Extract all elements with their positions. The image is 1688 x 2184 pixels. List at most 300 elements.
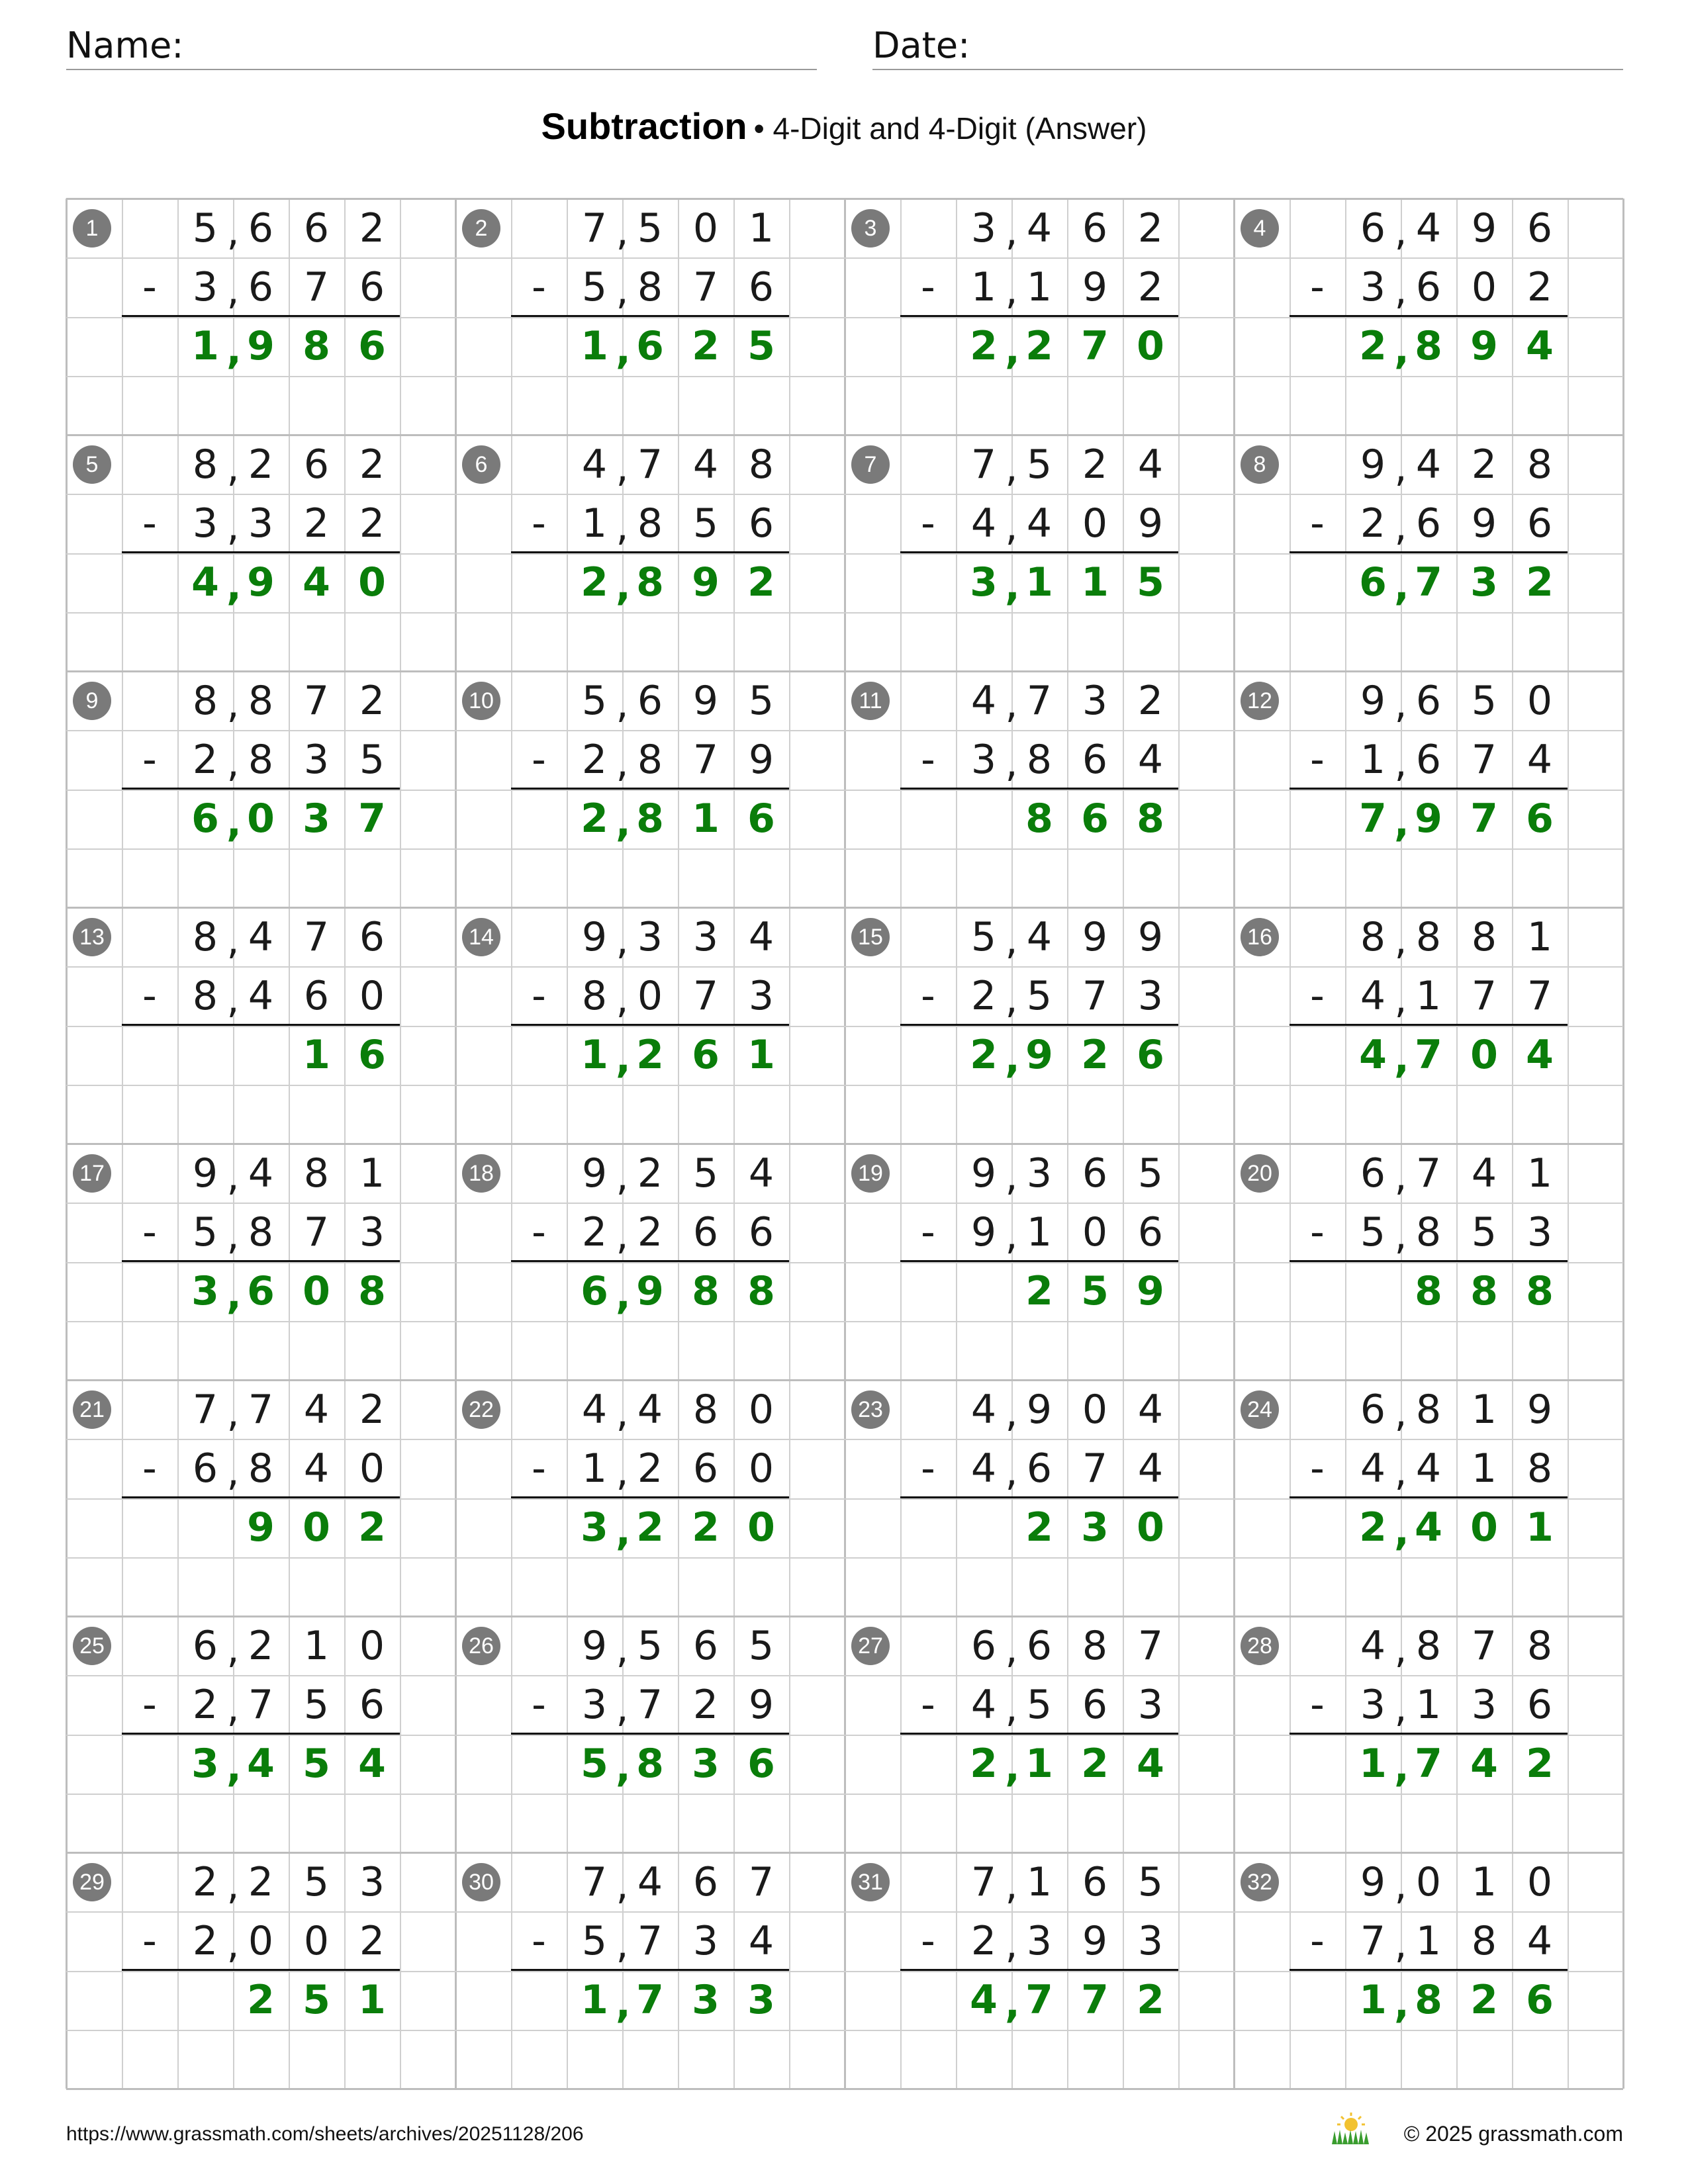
operand-digit: 5 xyxy=(581,1917,608,1964)
operand-digit: 7 xyxy=(303,1208,330,1255)
answer-digit: 6 xyxy=(581,1268,608,1314)
operand-digit: 4 xyxy=(1137,1445,1164,1492)
thousands-comma: , xyxy=(226,799,242,846)
title-subtitle: • 4-Digit and 4-Digit (Answer) xyxy=(753,111,1147,146)
minus-sign: - xyxy=(142,1208,157,1255)
minus-sign: - xyxy=(1310,1208,1325,1255)
operand-digit: 8 xyxy=(1415,1386,1442,1433)
operand-digit: 5 xyxy=(303,1858,330,1905)
problem-number-badge: 29 xyxy=(73,1863,111,1901)
operand-digit: 4 xyxy=(1471,1150,1497,1197)
problem-number-badge: 24 xyxy=(1241,1390,1279,1429)
problem-number-badge: 9 xyxy=(73,682,111,720)
operand-digit: 6 xyxy=(692,1445,719,1492)
thousands-comma: , xyxy=(1005,504,1018,551)
thousands-comma: , xyxy=(1394,1980,1409,2027)
problem-number-badge: 11 xyxy=(851,682,890,720)
answer-digit: 2 xyxy=(247,1977,275,2023)
thousands-comma: , xyxy=(1394,1508,1409,1555)
operand-digit: 7 xyxy=(970,1858,997,1905)
answer-digit: 8 xyxy=(1415,1268,1442,1314)
operand-digit: 2 xyxy=(303,500,330,547)
answer-digit: 4 xyxy=(1415,1504,1442,1551)
answer-digit: 8 xyxy=(1526,1268,1554,1314)
operand-digit: 0 xyxy=(359,1445,385,1492)
operand-digit: 7 xyxy=(692,972,719,1019)
answer-digit: 1 xyxy=(191,323,219,369)
thousands-comma: , xyxy=(1005,1154,1018,1200)
answer-digit: 5 xyxy=(303,1741,330,1787)
operand-digit: 9 xyxy=(1360,1858,1386,1905)
operand-digit: 6 xyxy=(692,1858,719,1905)
thousands-comma: , xyxy=(1394,976,1407,1023)
thousands-comma: , xyxy=(226,1862,240,1909)
answer-digit: 1 xyxy=(358,1977,386,2023)
minus-sign: - xyxy=(532,1681,546,1728)
operand-digit: 4 xyxy=(1415,205,1442,251)
operand-digit: 2 xyxy=(1137,205,1164,251)
date-field[interactable] xyxy=(872,24,1623,70)
answer-digit: 8 xyxy=(636,1741,664,1787)
problem-28 xyxy=(1234,1616,1623,1852)
answer-digit: 5 xyxy=(1137,559,1164,606)
operand-digit: 7 xyxy=(1526,972,1553,1019)
operand-digit: 3 xyxy=(970,205,997,251)
thousands-comma: , xyxy=(226,1212,240,1259)
operand-digit: 6 xyxy=(1415,736,1442,783)
operand-digit: 6 xyxy=(303,972,330,1019)
problem-number-badge: 14 xyxy=(462,918,500,956)
operand-digit: 2 xyxy=(1082,441,1108,488)
thousands-comma: , xyxy=(226,1744,242,1791)
thousands-comma: , xyxy=(616,1862,629,1909)
operand-digit: 6 xyxy=(1082,1681,1108,1728)
operand-digit: 4 xyxy=(692,441,719,488)
problem-11 xyxy=(845,671,1234,907)
thousands-comma: , xyxy=(226,976,240,1023)
operand-digit: 8 xyxy=(1415,1622,1442,1669)
answer-digit: 8 xyxy=(636,796,664,842)
answer-digit: 3 xyxy=(747,1977,775,2023)
thousands-comma: , xyxy=(226,208,240,255)
thousands-comma: , xyxy=(1005,1685,1018,1732)
thousands-comma: , xyxy=(616,504,629,551)
thousands-comma: , xyxy=(1005,1390,1018,1436)
operand-digit: 2 xyxy=(1471,441,1497,488)
operand-digit: 3 xyxy=(192,263,218,310)
operand-digit: 2 xyxy=(248,1858,274,1905)
operand-digit: 2 xyxy=(359,441,385,488)
operand-digit: 1 xyxy=(1026,1858,1053,1905)
thousands-comma: , xyxy=(226,326,242,373)
operand-digit: 4 xyxy=(970,1445,997,1492)
operand-digit: 7 xyxy=(192,1386,218,1433)
operand-digit: 9 xyxy=(1360,677,1386,724)
operand-digit: 6 xyxy=(1526,205,1553,251)
operand-digit: 5 xyxy=(692,1150,719,1197)
operand-digit: 5 xyxy=(1137,1150,1164,1197)
operand-digit: 3 xyxy=(303,736,330,783)
problem-25 xyxy=(66,1616,455,1852)
operand-digit: 3 xyxy=(192,500,218,547)
minus-sign: - xyxy=(921,1445,935,1492)
minus-sign: - xyxy=(532,736,546,783)
answer-digit: 2 xyxy=(1025,1504,1053,1551)
minus-sign: - xyxy=(1310,500,1325,547)
minus-sign: - xyxy=(921,1681,935,1728)
operand-digit: 9 xyxy=(1082,1917,1108,1964)
operand-digit: 4 xyxy=(1526,1917,1553,1964)
thousands-comma: , xyxy=(1005,326,1020,373)
answer-digit: 3 xyxy=(970,559,998,606)
operand-digit: 5 xyxy=(692,500,719,547)
problem-14 xyxy=(455,907,845,1144)
answer-digit: 9 xyxy=(247,323,275,369)
operand-digit: 6 xyxy=(1082,1858,1108,1905)
thousands-comma: , xyxy=(1394,563,1409,610)
operand-digit: 5 xyxy=(581,677,608,724)
operand-digit: 6 xyxy=(1415,263,1442,310)
problem-17 xyxy=(66,1144,455,1380)
operand-digit: 2 xyxy=(1137,263,1164,310)
answer-digit: 3 xyxy=(1470,559,1498,606)
thousands-comma: , xyxy=(1005,267,1018,314)
operand-digit: 5 xyxy=(192,1208,218,1255)
answer-digit: 4 xyxy=(1359,1032,1387,1078)
problem-number-badge: 20 xyxy=(1241,1154,1279,1193)
problem-9 xyxy=(66,671,455,907)
problem-grid xyxy=(66,199,1623,2089)
operand-digit: 4 xyxy=(1415,1445,1442,1492)
operand-digit: 7 xyxy=(581,1858,608,1905)
answer-digit: 2 xyxy=(1025,323,1053,369)
thousands-comma: , xyxy=(616,1921,629,1968)
operand-digit: 5 xyxy=(970,913,997,960)
answer-digit: 5 xyxy=(1081,1268,1109,1314)
thousands-comma: , xyxy=(616,799,631,846)
operand-digit: 8 xyxy=(1526,1445,1553,1492)
problem-number-badge: 27 xyxy=(851,1627,890,1665)
operand-digit: 1 xyxy=(1471,1386,1497,1433)
answer-digit: 1 xyxy=(581,1977,608,2023)
thousands-comma: , xyxy=(1005,1921,1018,1968)
operand-digit: 7 xyxy=(692,736,719,783)
operand-digit: 3 xyxy=(581,1681,608,1728)
operand-digit: 8 xyxy=(1415,913,1442,960)
operand-digit: 0 xyxy=(248,1917,274,1964)
operand-digit: 6 xyxy=(1360,1386,1386,1433)
operand-digit: 1 xyxy=(1360,736,1386,783)
answer-digit: 9 xyxy=(1137,1268,1164,1314)
operand-digit: 5 xyxy=(1360,1208,1386,1255)
operand-digit: 7 xyxy=(303,263,330,310)
answer-digit: 4 xyxy=(1526,1032,1554,1078)
thousands-comma: , xyxy=(1394,1212,1407,1259)
answer-digit: 8 xyxy=(636,559,664,606)
answer-digit: 4 xyxy=(303,559,330,606)
operand-digit: 6 xyxy=(692,1622,719,1669)
problem-4 xyxy=(1234,199,1623,435)
problem-number-badge: 28 xyxy=(1241,1627,1279,1665)
problem-10 xyxy=(455,671,845,907)
thousands-comma: , xyxy=(1005,1212,1018,1259)
thousands-comma: , xyxy=(1005,208,1018,255)
operand-digit: 8 xyxy=(192,441,218,488)
operand-digit: 0 xyxy=(1526,1858,1553,1905)
thousands-comma: , xyxy=(1005,1862,1018,1909)
answer-digit: 0 xyxy=(358,559,386,606)
operand-digit: 6 xyxy=(1082,205,1108,251)
operand-digit: 3 xyxy=(1471,1681,1497,1728)
problem-number-badge: 17 xyxy=(73,1154,111,1193)
minus-sign: - xyxy=(921,1208,935,1255)
answer-digit: 1 xyxy=(692,796,720,842)
operand-digit: 1 xyxy=(581,1445,608,1492)
operand-digit: 0 xyxy=(637,972,663,1019)
answer-digit: 7 xyxy=(1081,323,1109,369)
answer-digit: 2 xyxy=(1081,1032,1109,1078)
operand-digit: 1 xyxy=(970,263,997,310)
operand-digit: 9 xyxy=(1026,1386,1053,1433)
answer-digit: 4 xyxy=(1526,323,1554,369)
operand-digit: 3 xyxy=(1526,1208,1553,1255)
operand-digit: 3 xyxy=(248,500,274,547)
operand-digit: 5 xyxy=(637,205,663,251)
operand-digit: 7 xyxy=(637,441,663,488)
answer-digit: 3 xyxy=(303,796,330,842)
thousands-comma: , xyxy=(1394,1862,1407,1909)
problem-16 xyxy=(1234,907,1623,1144)
operand-digit: 2 xyxy=(192,1858,218,1905)
operand-digit: 8 xyxy=(192,677,218,724)
problem-number-badge: 7 xyxy=(851,445,890,484)
operand-digit: 5 xyxy=(637,1622,663,1669)
problem-number-badge: 2 xyxy=(462,209,500,248)
operand-digit: 6 xyxy=(192,1445,218,1492)
answer-digit: 4 xyxy=(970,1977,998,2023)
problem-number-badge: 12 xyxy=(1241,682,1279,720)
operand-digit: 7 xyxy=(1415,1150,1442,1197)
operand-digit: 5 xyxy=(192,205,218,251)
operand-digit: 2 xyxy=(359,677,385,724)
operand-digit: 9 xyxy=(1082,263,1108,310)
answer-digit: 2 xyxy=(1025,1268,1053,1314)
operand-digit: 4 xyxy=(581,441,608,488)
answer-digit: 5 xyxy=(581,1741,608,1787)
answer-digit: 2 xyxy=(692,1504,720,1551)
thousands-comma: , xyxy=(616,1212,629,1259)
answer-digit: 8 xyxy=(1470,1268,1498,1314)
operand-digit: 4 xyxy=(248,1150,274,1197)
operand-digit: 2 xyxy=(637,1208,663,1255)
operand-digit: 6 xyxy=(748,500,774,547)
operand-digit: 9 xyxy=(1137,500,1164,547)
answer-digit: 2 xyxy=(581,559,608,606)
answer-digit: 0 xyxy=(1470,1504,1498,1551)
minus-sign: - xyxy=(1310,1917,1325,1964)
problem-30 xyxy=(455,1852,845,2089)
operand-digit: 9 xyxy=(581,1150,608,1197)
minus-sign: - xyxy=(1310,736,1325,783)
thousands-comma: , xyxy=(226,917,240,964)
thousands-comma: , xyxy=(1005,976,1018,1023)
problem-7 xyxy=(845,435,1234,671)
operand-digit: 4 xyxy=(1526,736,1553,783)
operand-digit: 0 xyxy=(303,1917,330,1964)
answer-digit: 9 xyxy=(1025,1032,1053,1078)
operand-digit: 0 xyxy=(1415,1858,1442,1905)
operand-digit: 1 xyxy=(581,500,608,547)
operand-digit: 6 xyxy=(692,1208,719,1255)
answer-digit: 0 xyxy=(1137,323,1164,369)
answer-digit: 4 xyxy=(1470,1741,1498,1787)
answer-digit: 1 xyxy=(1359,1977,1387,2023)
answer-digit: 2 xyxy=(636,1032,664,1078)
operand-digit: 2 xyxy=(248,1622,274,1669)
thousands-comma: , xyxy=(1394,1154,1407,1200)
operand-digit: 8 xyxy=(1526,441,1553,488)
thousands-comma: , xyxy=(616,681,629,727)
answer-digit: 2 xyxy=(1526,559,1554,606)
answer-digit: 5 xyxy=(747,323,775,369)
operand-digit: 7 xyxy=(248,1681,274,1728)
operand-digit: 4 xyxy=(303,1386,330,1433)
operand-digit: 5 xyxy=(1471,677,1497,724)
answer-digit: 2 xyxy=(1081,1741,1109,1787)
thousands-comma: , xyxy=(616,1390,629,1436)
operand-digit: 4 xyxy=(1360,1445,1386,1492)
problem-22 xyxy=(455,1380,845,1616)
operand-digit: 4 xyxy=(748,913,774,960)
operand-digit: 6 xyxy=(359,263,385,310)
name-field[interactable] xyxy=(66,24,817,70)
operand-digit: 2 xyxy=(637,1150,663,1197)
answer-digit: 2 xyxy=(970,1032,998,1078)
answer-digit: 9 xyxy=(636,1268,664,1314)
operand-digit: 7 xyxy=(1082,1445,1108,1492)
operand-digit: 2 xyxy=(1526,263,1553,310)
problem-12 xyxy=(1234,671,1623,907)
operand-digit: 7 xyxy=(581,205,608,251)
operand-digit: 3 xyxy=(1360,263,1386,310)
operand-digit: 4 xyxy=(303,1445,330,1492)
thousands-comma: , xyxy=(616,917,629,964)
operand-digit: 4 xyxy=(970,1681,997,1728)
problem-29 xyxy=(66,1852,455,2089)
problem-number-badge: 10 xyxy=(462,682,500,720)
operand-digit: 2 xyxy=(581,1208,608,1255)
operand-digit: 9 xyxy=(1137,913,1164,960)
operand-digit: 1 xyxy=(1526,913,1553,960)
operand-digit: 6 xyxy=(1026,1622,1053,1669)
thousands-comma: , xyxy=(1005,445,1018,491)
problem-23 xyxy=(845,1380,1234,1616)
operand-digit: 6 xyxy=(1360,205,1386,251)
operand-digit: 2 xyxy=(192,736,218,783)
operand-digit: 7 xyxy=(1360,1917,1386,1964)
thousands-comma: , xyxy=(616,267,629,314)
operand-digit: 7 xyxy=(1471,736,1497,783)
answer-digit: 1 xyxy=(1025,559,1053,606)
worksheet-title xyxy=(0,105,1688,148)
answer-digit: 7 xyxy=(1025,1977,1053,2023)
problem-2 xyxy=(455,199,845,435)
operand-digit: 0 xyxy=(748,1445,774,1492)
operand-digit: 4 xyxy=(1026,205,1053,251)
operand-digit: 7 xyxy=(1471,1622,1497,1669)
answer-digit: 2 xyxy=(358,1504,386,1551)
answer-digit: 0 xyxy=(1470,1032,1498,1078)
operand-digit: 6 xyxy=(1082,1150,1108,1197)
operand-digit: 8 xyxy=(1471,913,1497,960)
thousands-comma: , xyxy=(616,1744,631,1791)
answer-digit: 2 xyxy=(970,323,998,369)
operand-digit: 8 xyxy=(303,1150,330,1197)
thousands-comma: , xyxy=(226,681,240,727)
operand-digit: 2 xyxy=(581,736,608,783)
operand-digit: 1 xyxy=(359,1150,385,1197)
thousands-comma: , xyxy=(226,1685,240,1732)
thousands-comma: , xyxy=(226,267,240,314)
thousands-comma: , xyxy=(1394,1921,1407,1968)
answer-digit: 5 xyxy=(303,1977,330,2023)
minus-sign: - xyxy=(532,1208,546,1255)
thousands-comma: , xyxy=(616,976,629,1023)
problem-24 xyxy=(1234,1380,1623,1616)
operand-digit: 5 xyxy=(1026,1681,1053,1728)
operand-digit: 2 xyxy=(192,1681,218,1728)
answer-digit: 4 xyxy=(247,1741,275,1787)
operand-digit: 4 xyxy=(248,913,274,960)
operand-digit: 0 xyxy=(1082,500,1108,547)
operand-digit: 8 xyxy=(637,500,663,547)
operand-digit: 5 xyxy=(1471,1208,1497,1255)
thousands-comma: , xyxy=(1005,740,1018,787)
operand-digit: 6 xyxy=(748,263,774,310)
operand-digit: 1 xyxy=(1026,1208,1053,1255)
operand-digit: 4 xyxy=(970,500,997,547)
operand-digit: 8 xyxy=(1415,1208,1442,1255)
thousands-comma: , xyxy=(1005,1980,1020,2027)
operand-digit: 3 xyxy=(1082,677,1108,724)
thousands-comma: , xyxy=(1394,1744,1409,1791)
answer-digit: 2 xyxy=(1359,1504,1387,1551)
answer-digit: 2 xyxy=(1137,1977,1164,2023)
thousands-comma: , xyxy=(226,1271,242,1318)
answer-digit: 6 xyxy=(191,796,219,842)
operand-digit: 6 xyxy=(1026,1445,1053,1492)
operand-digit: 6 xyxy=(748,1208,774,1255)
minus-sign: - xyxy=(921,500,935,547)
answer-digit: 8 xyxy=(358,1268,386,1314)
thousands-comma: , xyxy=(616,208,629,255)
problem-number-badge: 22 xyxy=(462,1390,500,1429)
answer-digit: 9 xyxy=(692,559,720,606)
operand-digit: 8 xyxy=(248,677,274,724)
operand-digit: 6 xyxy=(1360,1150,1386,1197)
operand-digit: 6 xyxy=(192,1622,218,1669)
operand-digit: 7 xyxy=(748,1858,774,1905)
problem-32 xyxy=(1234,1852,1623,2089)
minus-sign: - xyxy=(532,500,546,547)
problem-number-badge: 31 xyxy=(851,1863,890,1901)
operand-digit: 4 xyxy=(1026,500,1053,547)
minus-sign: - xyxy=(532,1917,546,1964)
answer-digit: 4 xyxy=(191,559,219,606)
answer-digit: 1 xyxy=(581,1032,608,1078)
answer-digit: 7 xyxy=(1415,1741,1442,1787)
operand-digit: 9 xyxy=(192,1150,218,1197)
